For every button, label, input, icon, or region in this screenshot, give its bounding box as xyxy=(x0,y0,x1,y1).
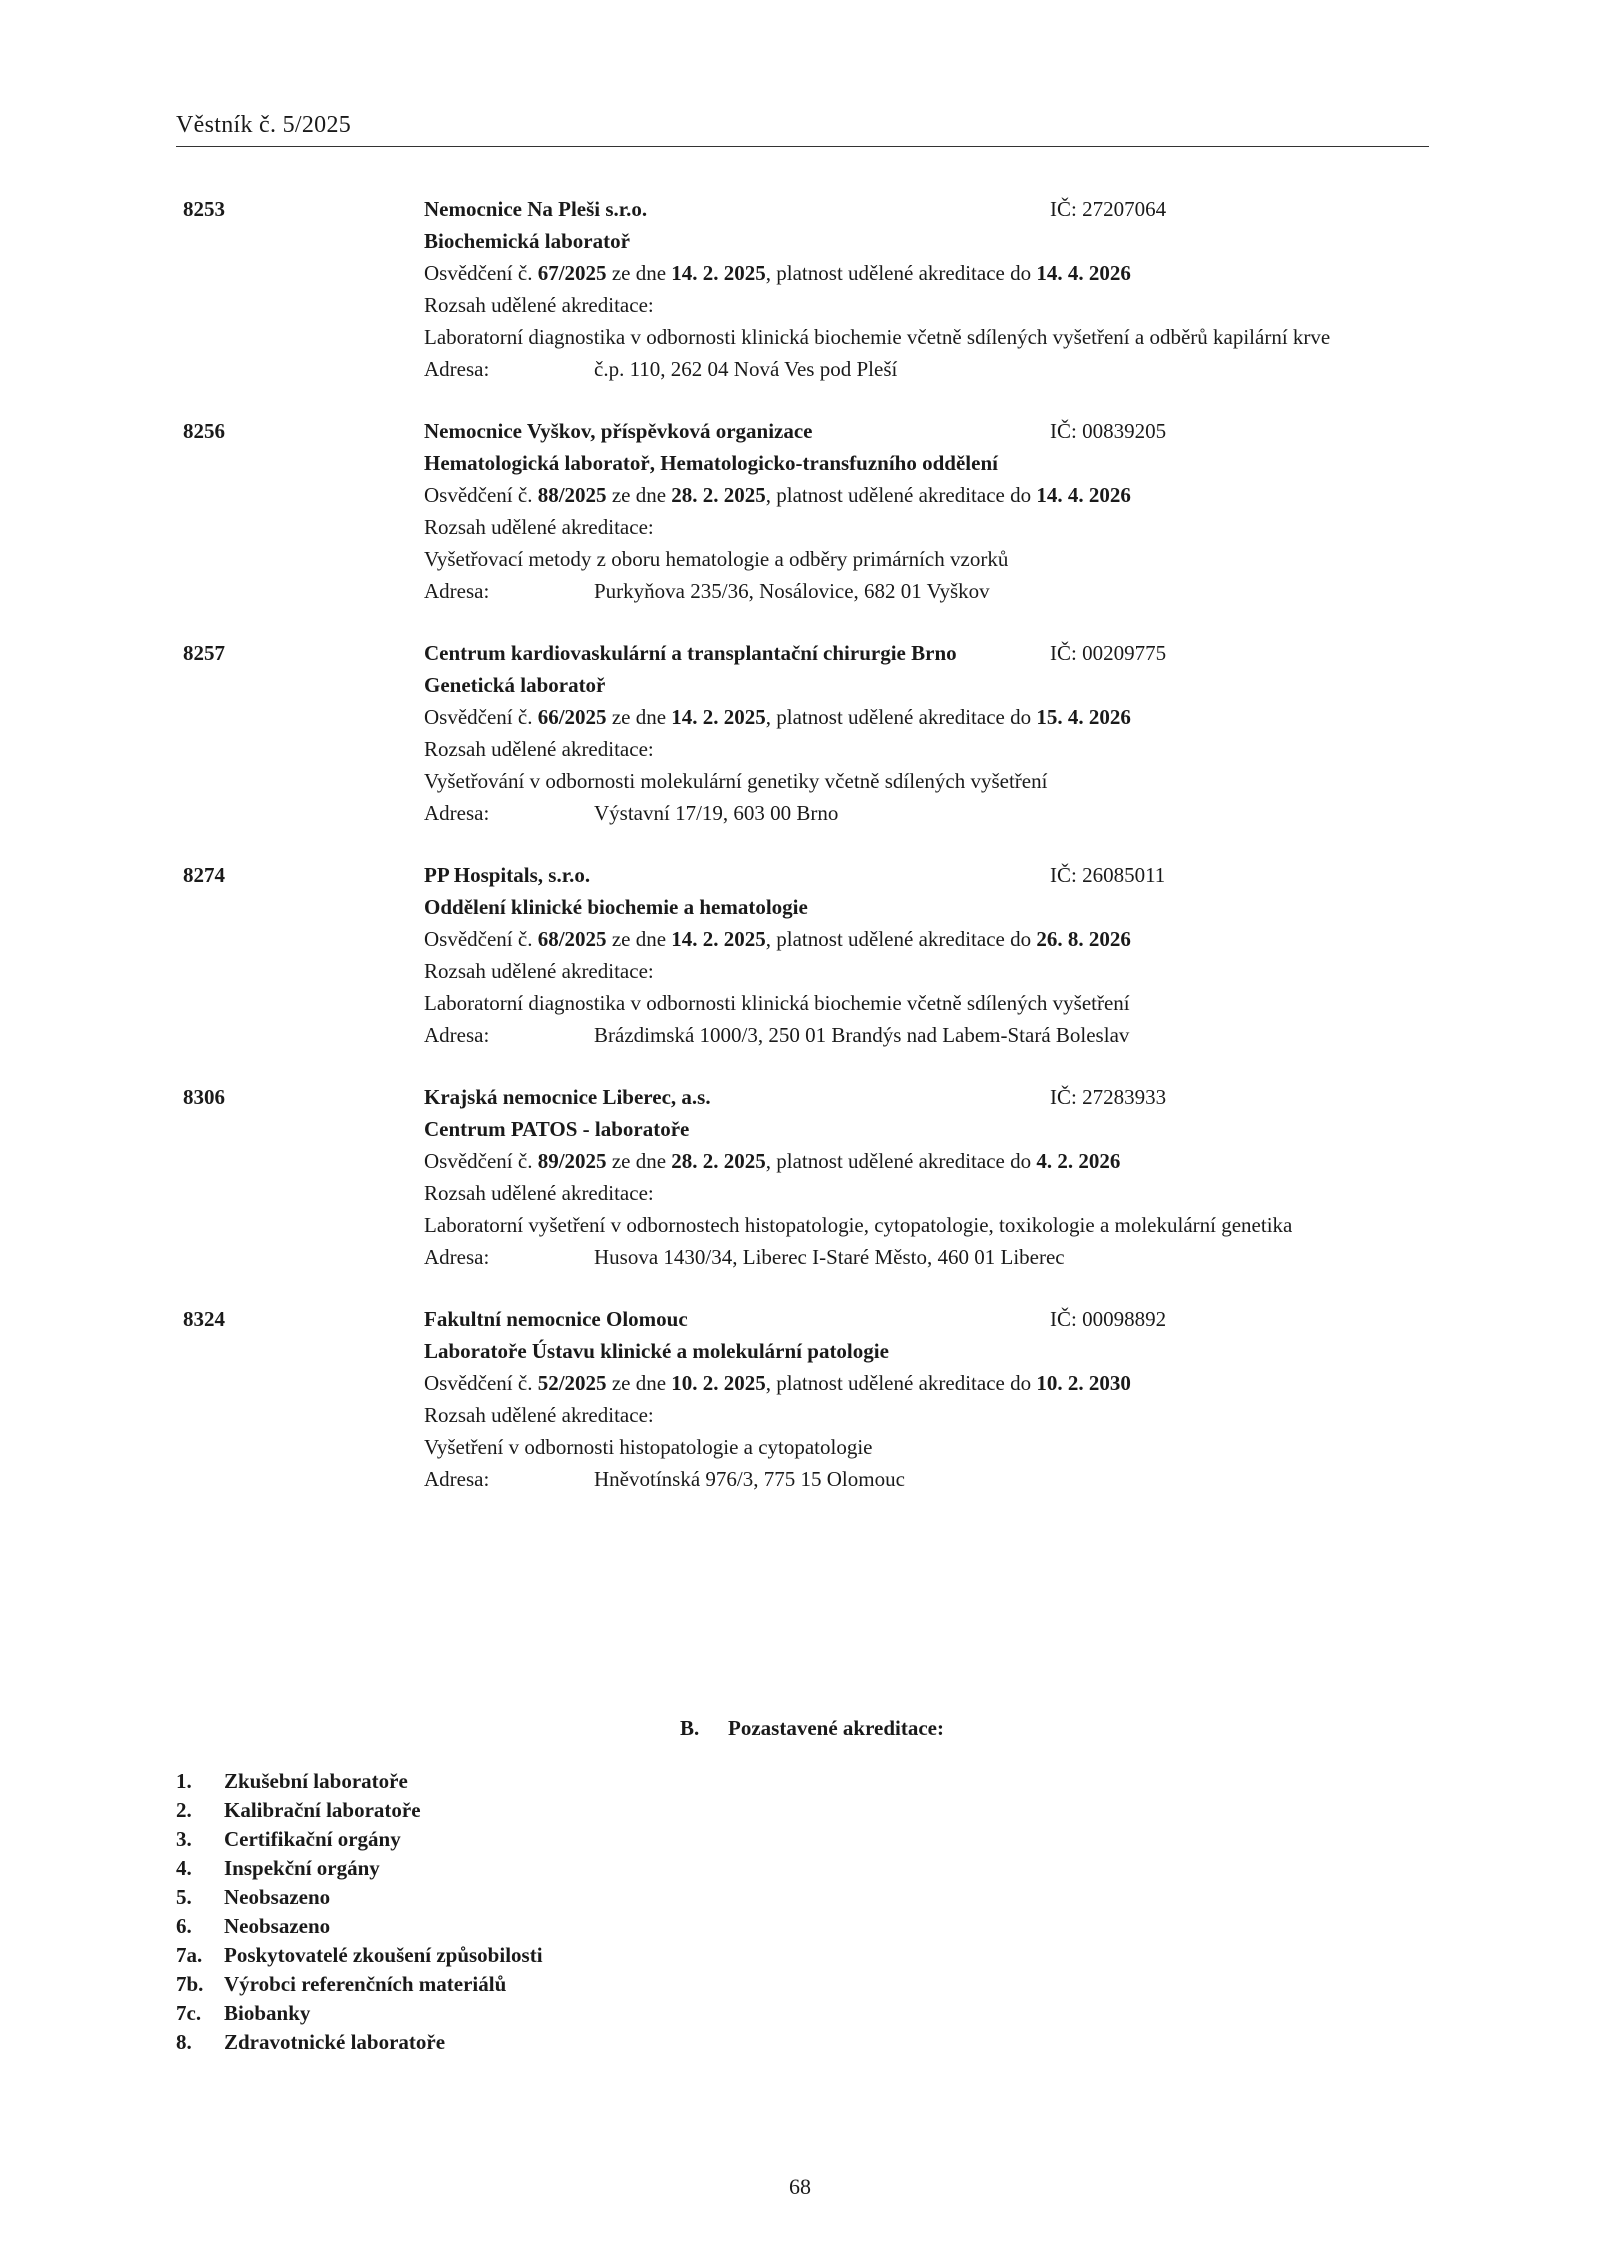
scope-text: Vyšetření v odbornosti histopatologie a cytopatologie xyxy=(424,1435,873,1459)
validity-prefix: , platnost udělené akreditace do xyxy=(765,927,1037,951)
certificate-prefix: Osvědčení č. xyxy=(424,1149,538,1173)
valid-until-date: 15. 4. 2026 xyxy=(1036,705,1131,729)
entry-number: 8256 xyxy=(183,419,225,443)
certificate-line xyxy=(424,1367,1429,1399)
org-row xyxy=(424,1081,1429,1113)
list-item xyxy=(176,1912,543,1941)
list-item-label: Poskytovatelé zkoušení způsobilosti xyxy=(224,1943,543,1967)
entry-number: 8257 xyxy=(183,641,225,665)
scope-label: Rozsah udělené akreditace: xyxy=(424,1181,654,1205)
entry-body xyxy=(424,1081,1429,1273)
address-value: Brázdimská 1000/3, 250 01 Brandýs nad Labem-Stará Boleslav xyxy=(594,1023,1130,1047)
organization-name: Krajská nemocnice Liberec, a.s. xyxy=(424,1085,711,1109)
organization-name: Fakultní nemocnice Olomouc xyxy=(424,1307,688,1331)
validity-prefix: , platnost udělené akreditace do xyxy=(765,483,1037,507)
certificate-line xyxy=(424,479,1429,511)
certificate-prefix: Osvědčení č. xyxy=(424,927,538,951)
accreditation-entry xyxy=(0,1081,1600,1273)
certificate-number: 66/2025 xyxy=(537,705,607,729)
list-item-label: Kalibrační laboratoře xyxy=(224,1798,421,1822)
list-item xyxy=(176,1825,543,1854)
entry-number: 8306 xyxy=(183,1085,225,1109)
date-prefix: ze dne xyxy=(606,927,672,951)
list-item-label: Neobsazeno xyxy=(224,1914,331,1938)
entry-body xyxy=(424,637,1429,829)
list-item xyxy=(176,1941,543,1970)
issue-date: 14. 2. 2025 xyxy=(671,705,766,729)
accreditation-entry xyxy=(0,637,1600,829)
organization-name: Centrum kardiovaskulární a transplantační chirurgie Brno xyxy=(424,641,957,665)
address-label: Adresa: xyxy=(424,1467,490,1491)
list-item-label: Inspekční orgány xyxy=(224,1856,380,1880)
certificate-prefix: Osvědčení č. xyxy=(424,483,538,507)
org-row xyxy=(424,859,1429,891)
certificate-line xyxy=(424,1145,1429,1177)
org-row xyxy=(424,637,1429,669)
certificate-number: 67/2025 xyxy=(537,261,607,285)
list-item xyxy=(176,1999,543,2028)
address-line xyxy=(424,1463,1429,1495)
certificate-line xyxy=(424,701,1429,733)
org-row xyxy=(424,415,1429,447)
list-item xyxy=(176,1883,543,1912)
company-id: IČ: 00098892 xyxy=(1050,1307,1167,1331)
address-value: Purkyňova 235/36, Nosálovice, 682 01 Vyškov xyxy=(594,579,990,603)
scope-label: Rozsah udělené akreditace: xyxy=(424,737,654,761)
list-item xyxy=(176,1970,543,1999)
address-line xyxy=(424,797,1429,829)
certificate-line xyxy=(424,923,1429,955)
laboratory-unit: Centrum PATOS - laboratoře xyxy=(424,1117,690,1141)
validity-prefix: , platnost udělené akreditace do xyxy=(765,1149,1037,1173)
date-prefix: ze dne xyxy=(606,261,672,285)
validity-prefix: , platnost udělené akreditace do xyxy=(765,1371,1037,1395)
address-value: Hněvotínská 976/3, 775 15 Olomouc xyxy=(594,1467,905,1491)
accreditation-entry xyxy=(0,1303,1600,1495)
org-row xyxy=(424,1303,1429,1335)
address-line xyxy=(424,1019,1429,1051)
list-item-number: 4. xyxy=(176,1856,192,1880)
certificate-prefix: Osvědčení č. xyxy=(424,261,538,285)
company-id: IČ: 26085011 xyxy=(1050,863,1166,887)
address-value: č.p. 110, 262 04 Nová Ves pod Pleší xyxy=(594,357,898,381)
company-id: IČ: 00839205 xyxy=(1050,419,1167,443)
accreditation-entry xyxy=(0,415,1600,607)
issue-date: 14. 2. 2025 xyxy=(671,261,766,285)
laboratory-unit: Genetická laboratoř xyxy=(424,673,606,697)
list-item-number: 3. xyxy=(176,1827,192,1851)
valid-until-date: 4. 2. 2026 xyxy=(1036,1149,1121,1173)
list-item-label: Certifikační orgány xyxy=(224,1827,401,1851)
accreditation-entries xyxy=(0,193,1600,1525)
scope-text: Vyšetřování v odbornosti molekulární genetiky včetně sdílených vyšetření xyxy=(424,769,1048,793)
certificate-number: 52/2025 xyxy=(537,1371,607,1395)
entry-number: 8324 xyxy=(183,1307,225,1331)
date-prefix: ze dne xyxy=(606,1149,672,1173)
header-divider xyxy=(176,146,1429,147)
accreditation-entry xyxy=(0,193,1600,385)
company-id: IČ: 00209775 xyxy=(1050,641,1167,665)
accreditation-entry xyxy=(0,859,1600,1051)
certificate-number: 68/2025 xyxy=(537,927,607,951)
valid-until-date: 14. 4. 2026 xyxy=(1036,483,1131,507)
valid-until-date: 10. 2. 2030 xyxy=(1036,1371,1131,1395)
entry-body xyxy=(424,193,1429,385)
scope-label: Rozsah udělené akreditace: xyxy=(424,959,654,983)
certificate-number: 88/2025 xyxy=(537,483,607,507)
list-item-number: 2. xyxy=(176,1798,192,1822)
address-label: Adresa: xyxy=(424,579,490,603)
scope-label: Rozsah udělené akreditace: xyxy=(424,1403,654,1427)
scope-text: Laboratorní vyšetření v odbornostech histopatologie, cytopatologie, toxikologie a molekulární genetika xyxy=(424,1213,1293,1237)
list-item xyxy=(176,1854,543,1883)
list-item-label: Výrobci referenčních materiálů xyxy=(224,1972,507,1996)
address-label: Adresa: xyxy=(424,1023,490,1047)
scope-text: Vyšetřovací metody z oboru hematologie a odběry primárních vzorků xyxy=(424,547,1009,571)
scope-label: Rozsah udělené akreditace: xyxy=(424,293,654,317)
laboratory-unit: Laboratoře Ústavu klinické a molekulární patologie xyxy=(424,1339,889,1363)
scope-text: Laboratorní diagnostika v odbornosti klinická biochemie včetně sdílených vyšetření a odběrů kapilární krve xyxy=(424,325,1331,349)
issue-date: 28. 2. 2025 xyxy=(671,483,766,507)
list-item xyxy=(176,1767,543,1796)
address-label: Adresa: xyxy=(424,357,490,381)
certificate-number: 89/2025 xyxy=(537,1149,607,1173)
entry-number: 8253 xyxy=(183,197,225,221)
certificate-line xyxy=(424,257,1429,289)
section-title: Pozastavené akreditace: xyxy=(728,1716,944,1740)
organization-name: Nemocnice Vyškov, příspěvková organizace xyxy=(424,419,813,443)
validity-prefix: , platnost udělené akreditace do xyxy=(765,705,1037,729)
laboratory-unit: Oddělení klinické biochemie a hematologie xyxy=(424,895,808,919)
org-row xyxy=(424,193,1429,225)
list-item xyxy=(176,2028,543,2057)
certificate-prefix: Osvědčení č. xyxy=(424,705,538,729)
address-value: Výstavní 17/19, 603 00 Brno xyxy=(594,801,839,825)
date-prefix: ze dne xyxy=(606,1371,672,1395)
date-prefix: ze dne xyxy=(606,483,672,507)
certificate-prefix: Osvědčení č. xyxy=(424,1371,538,1395)
list-item-number: 7b. xyxy=(176,1972,204,1996)
address-value: Husova 1430/34, Liberec I-Staré Město, 460 01 Liberec xyxy=(594,1245,1065,1269)
section-letter: B. xyxy=(680,1716,700,1740)
laboratory-unit: Biochemická laboratoř xyxy=(424,229,630,253)
entry-body xyxy=(424,415,1429,607)
scope-text: Laboratorní diagnostika v odbornosti klinická biochemie včetně sdílených vyšetření xyxy=(424,991,1130,1015)
list-item-number: 8. xyxy=(176,2030,192,2054)
page-number: 68 xyxy=(789,2174,811,2199)
company-id: IČ: 27207064 xyxy=(1050,197,1167,221)
list-item-label: Zdravotnické laboratoře xyxy=(224,2030,446,2054)
list-item-number: 6. xyxy=(176,1914,192,1938)
list-item-number: 7a. xyxy=(176,1943,203,1967)
list-item-label: Biobanky xyxy=(224,2001,311,2025)
valid-until-date: 14. 4. 2026 xyxy=(1036,261,1131,285)
valid-until-date: 26. 8. 2026 xyxy=(1036,927,1131,951)
address-label: Adresa: xyxy=(424,1245,490,1269)
list-item xyxy=(176,1796,543,1825)
list-item-number: 7c. xyxy=(176,2001,202,2025)
issue-date: 10. 2. 2025 xyxy=(671,1371,766,1395)
entry-body xyxy=(424,859,1429,1051)
section-heading xyxy=(680,1712,944,1744)
list-item-number: 5. xyxy=(176,1885,192,1909)
page-header-title: Věstník č. 5/2025 xyxy=(176,112,352,138)
list-item-label: Neobsazeno xyxy=(224,1885,331,1909)
entry-number: 8274 xyxy=(183,863,225,887)
address-line xyxy=(424,575,1429,607)
issue-date: 28. 2. 2025 xyxy=(671,1149,766,1173)
category-list xyxy=(176,1767,543,2057)
validity-prefix: , platnost udělené akreditace do xyxy=(765,261,1037,285)
company-id: IČ: 27283933 xyxy=(1050,1085,1167,1109)
address-line xyxy=(424,1241,1429,1273)
laboratory-unit: Hematologická laboratoř, Hematologicko-transfuzního oddělení xyxy=(424,451,998,475)
address-label: Adresa: xyxy=(424,801,490,825)
organization-name: Nemocnice Na Pleši s.r.o. xyxy=(424,197,648,221)
organization-name: PP Hospitals, s.r.o. xyxy=(424,863,591,887)
scope-label: Rozsah udělené akreditace: xyxy=(424,515,654,539)
list-item-number: 1. xyxy=(176,1769,192,1793)
entry-body xyxy=(424,1303,1429,1495)
date-prefix: ze dne xyxy=(606,705,672,729)
issue-date: 14. 2. 2025 xyxy=(671,927,766,951)
list-item-label: Zkušební laboratoře xyxy=(224,1769,408,1793)
address-line xyxy=(424,353,1429,385)
